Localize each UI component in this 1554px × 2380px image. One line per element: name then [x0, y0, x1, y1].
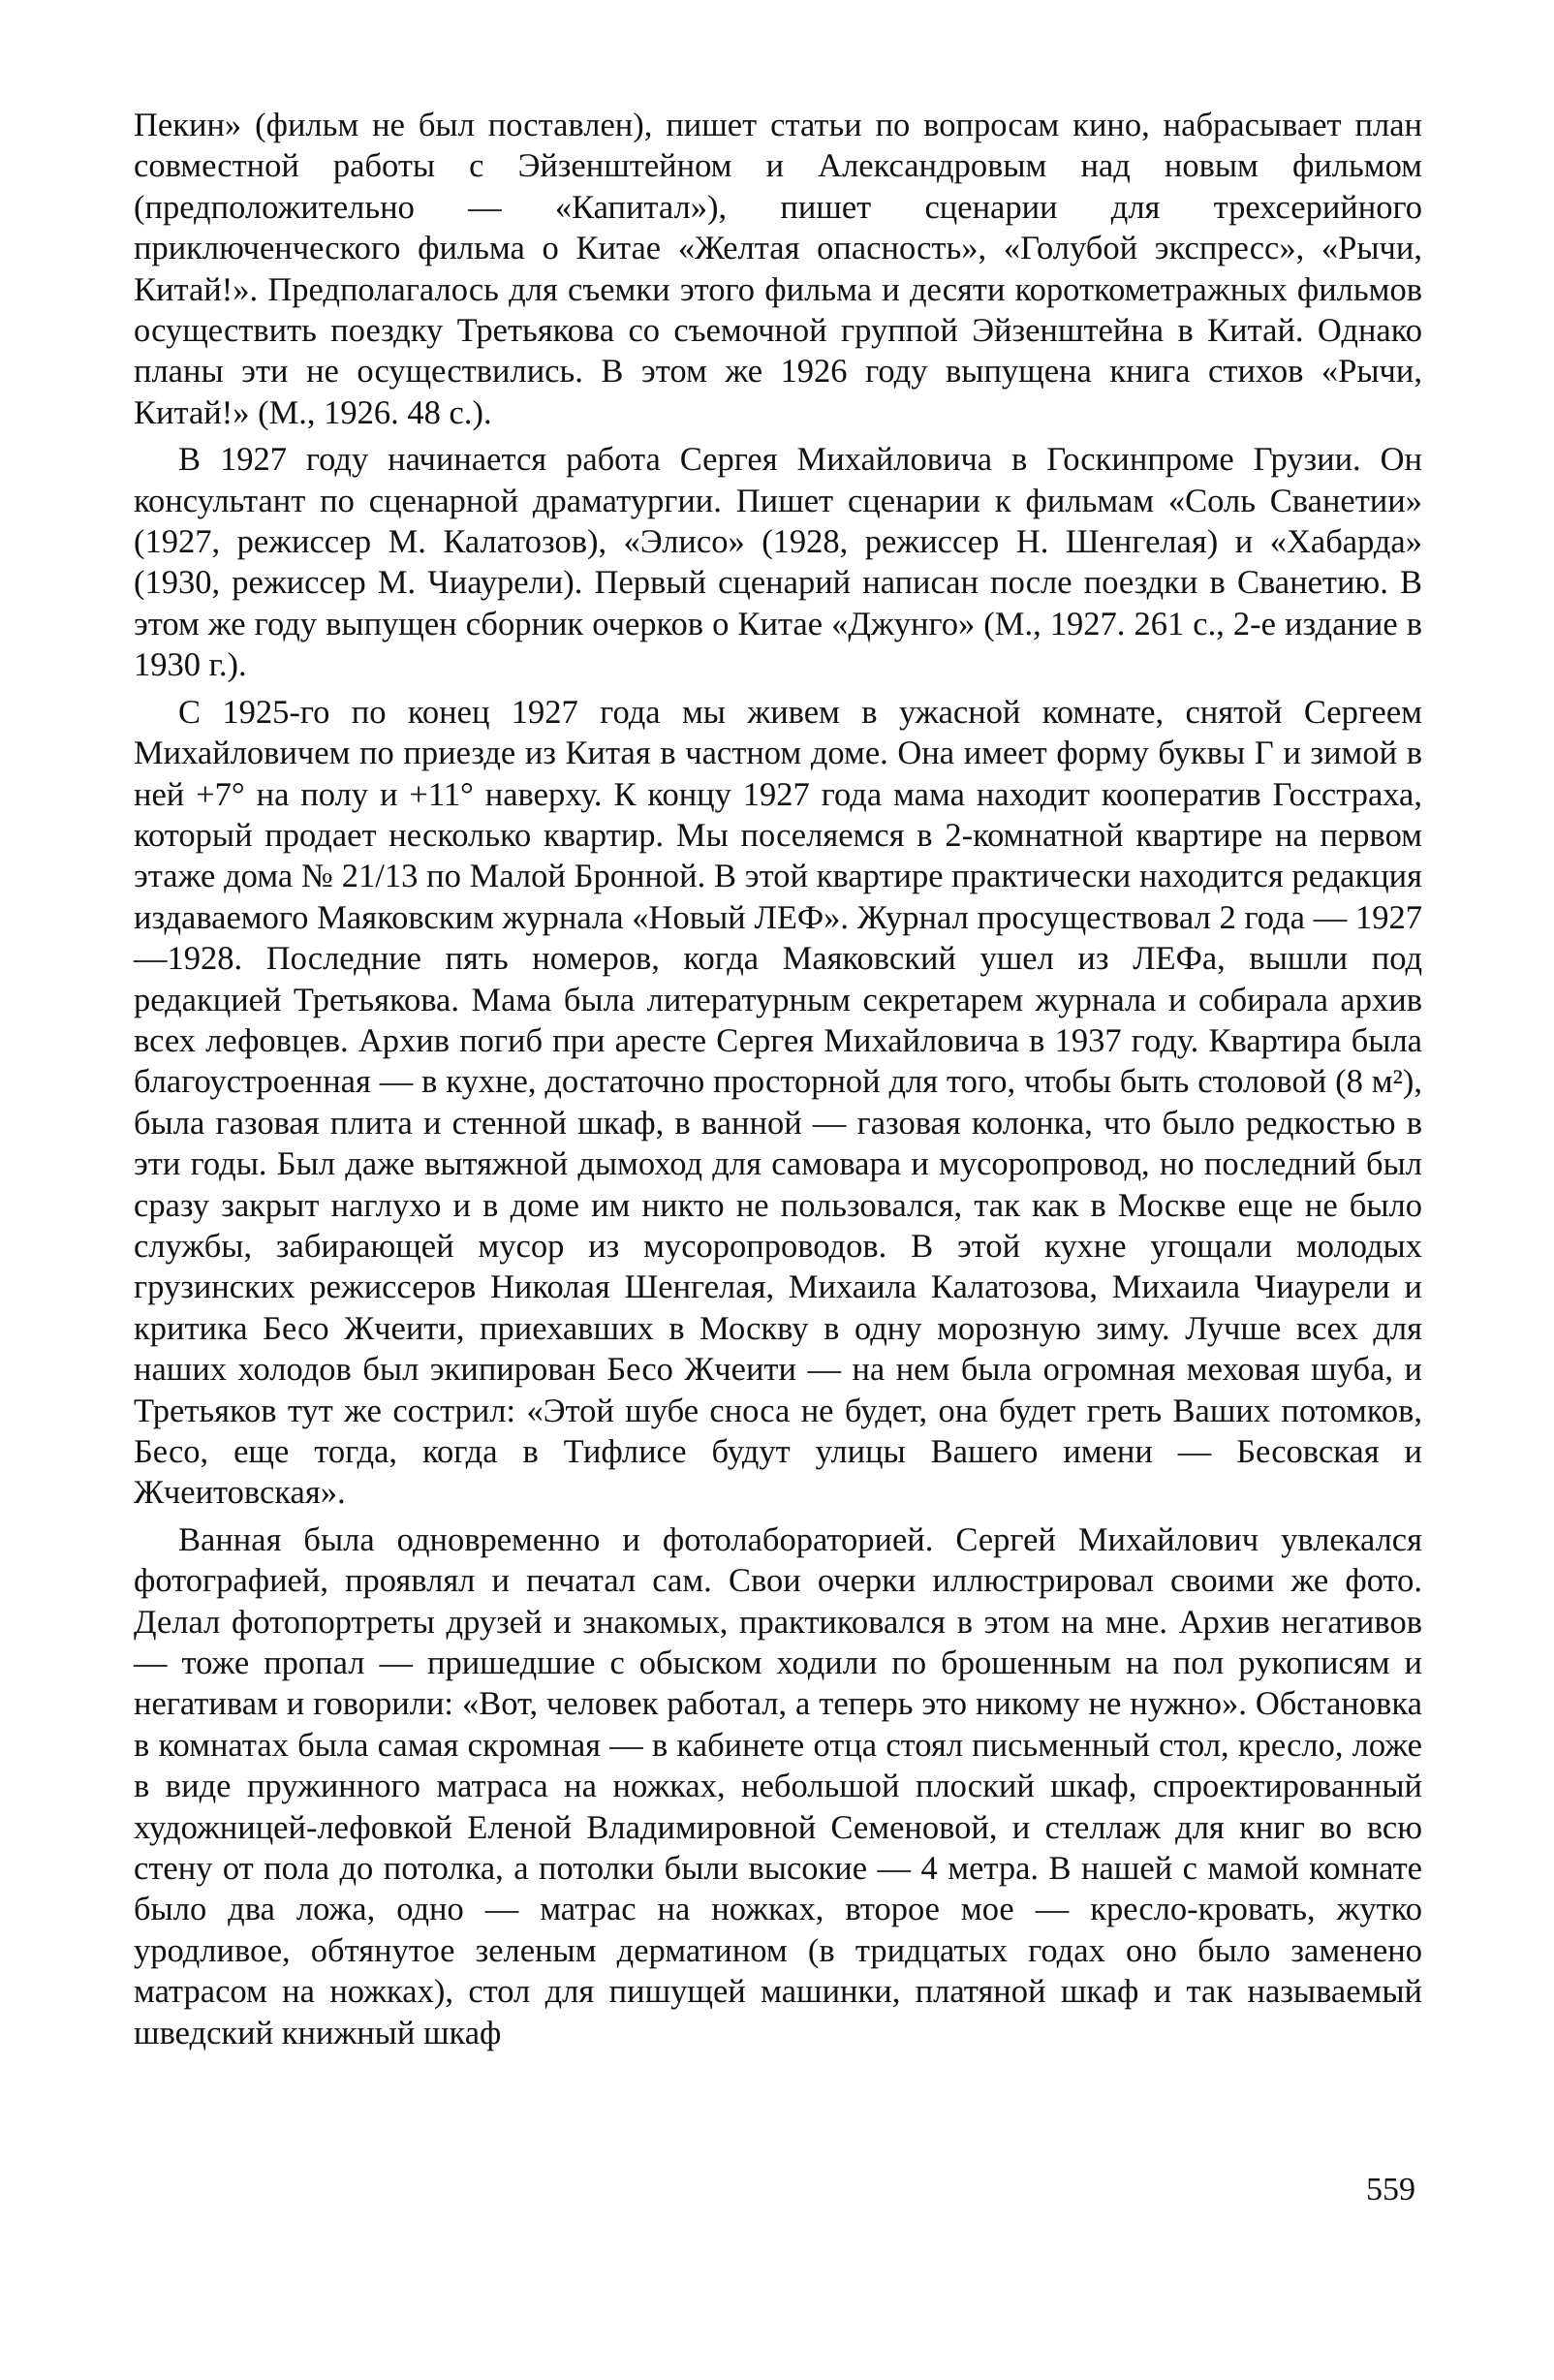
paragraph-bathroom-photolab: Ванная была одновременно и фотолабораторией. Сергей Михайлович увлекался фотографией, проявлял и печатал сам. Свои очерки иллюстрировал своими же фото. Делал фотопортреты друзей и знакомых, практиковался в этом на мне. Архив негативов — тоже пропал — пришедшие с обыском ходили по брошенным на пол рукописям и негативам и говорили: «Вот, человек работал, а теперь это никому не нужно». Обстановка в комнатах была самая скромная — в кабинете отца стоял письменный стол, кресло, ложе в виде пружинного матраса на ножках, небольшой плоский шкаф, спроектированный художницей-лефовкой Еленой Владимировной Семеновой, и стеллаж для книг во всю стену от пола до потолка, а потолки были высокие — 4 метра. В нашей с мамой комнате было два ложа, одно — матрас на ножках, второе мое — кресло-кровать, жутко уродливое, обтянутое зеленым дерматином (в тридцатых годах оно было заменено матрасом на ножках), стол для пишущей машинки, платяной шкаф и так называемый шведский книжный шкаф	[134, 1520, 1422, 2051]
paragraph-continuation: Пекин» (фильм не был поставлен), пишет статьи по вопросам кино, набрасывает план совместной работы с Эйзенштейном и Александровым над новым фильмом (предположительно — «Капитал»), пишет сценарии для трехсерийного приключенческого фильма о Китае «Желтая опасность», «Голубой экспресс», «Рычи, Китай!». Предполагалось для съемки этого фильма и десяти короткометражных фильмов осуществить поездку Третьякова со съемочной группой Эйзенштейна в Китай. Однако планы эти не осуществились. В этом же 1926 году выпущена книга стихов «Рычи, Китай!» (М., 1926. 48 с.).	[134, 107, 1422, 431]
paragraph-apartment: С 1925-го по конец 1927 года мы живем в ужасной комнате, снятой Сергеем Михайловичем по приезде из Китая в частном доме. Она имеет форму буквы Г и зимой в ней +7° на полу и +11° наверху. К концу 1927 года мама находит кооператив Госстраха, который продает несколько квартир. Мы поселяемся в 2-комнатной квартире на первом этаже дома № 21/13 по Малой Бронной. В этой квартире практически находится редакция издаваемого Маяковским журнала «Новый ЛЕФ». Журнал просуществовал 2 года — 1927—1928. Последние пять номеров, когда Маяковский ушел из ЛЕФа, вышли под редакцией Третьякова. Мама была литературным секретарем журнала и собирала архив всех лефовцев. Архив погиб при аресте Сергея Михайловича в 1937 году. Квартира была благоустроенная — в кухне, достаточно просторной для того, чтобы быть столовой (8 м²), была газовая плита и стенной шкаф, в ванной — газовая колонка, что было редкостью в эти годы. Был даже вытяжной дымоход для самовара и мусоропровод, но последний был сразу закрыт наглухо и в доме им никто не пользовался, так как в Москве еще не было службы, забирающей мусор из мусоропроводов. В этой кухне угощали молодых грузинских режиссеров Николая Шенгелая, Михаила Калатозова, Михаила Чиаурели и критика Бесо Жчеити, приехавших в Москву в одну морозную зиму. Лучше всех для наших холодов был экипирован Бесо Жчеити — на нем была огромная меховая шуба, и Третьяков тут же сострил: «Этой шубе сноса не будет, она будет греть Ваших потомков, Бесо, еще тогда, когда в Тифлисе будут улицы Вашего имени — Бесовская и Жчеитовская».	[134, 693, 1422, 1512]
page-number: 559	[1366, 2172, 1415, 2208]
paragraph-gruzia: В 1927 году начинается работа Сергея Михайловича в Госкинпроме Грузии. Он консультант по сценарной драматургии. Пишет сценарии к фильмам «Соль Сванетии» (1927, режиссер М. Калатозов), «Элисо» (1928, режиссер Н. Шенгелая) и «Хабарда» (1930, режиссер М. Чиаурели). Первый сценарий написан после поездки в Сванетию. В этом же году выпущен сборник очерков о Китае «Джунго» (М., 1927. 261 с., 2-е издание в 1930 г.).	[134, 441, 1422, 684]
page-body	[134, 105, 1422, 2059]
